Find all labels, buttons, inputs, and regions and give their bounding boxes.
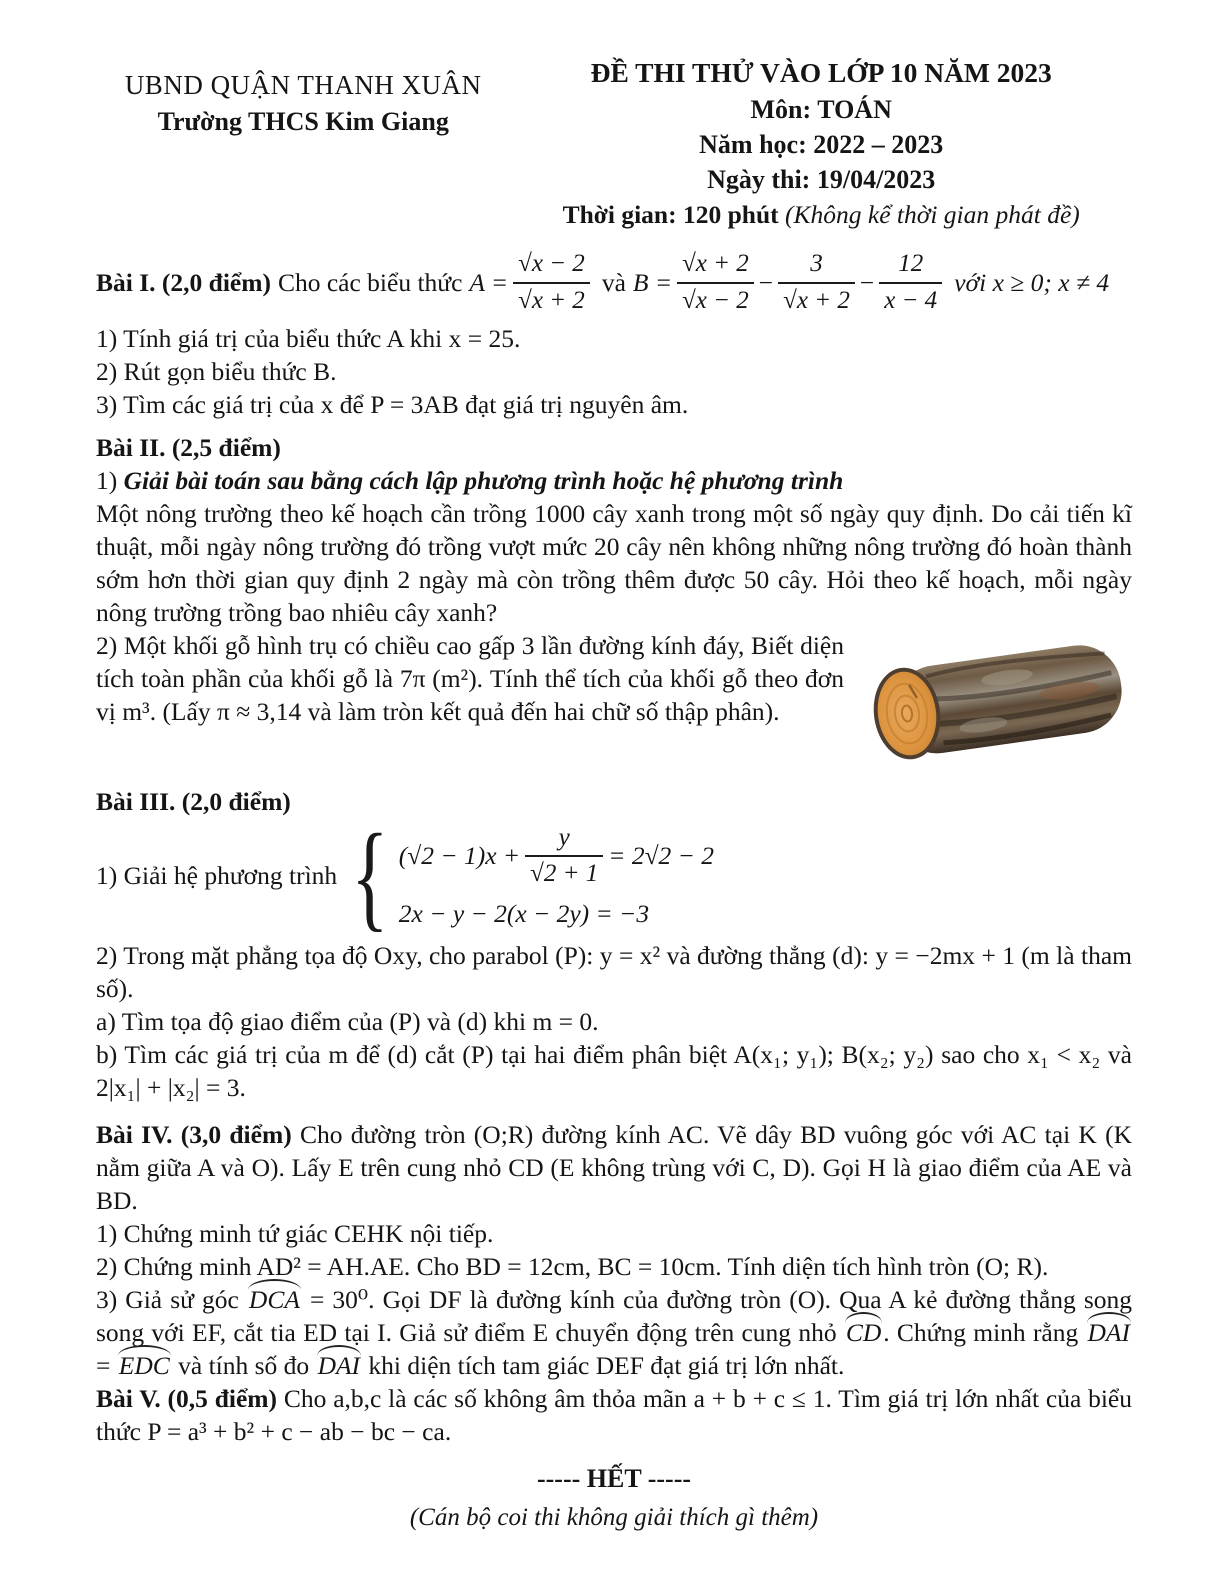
item-3-seg-4: = xyxy=(96,1351,117,1380)
section-5-text: Cho a,b,c là các số không âm thỏa mãn a + b + c ≤ 1. Tìm giá trị lớn nhất của biểu thức P = a³ + b² + c − ab − bc − ca. xyxy=(96,1384,1133,1446)
item-3-seg-5: và tính số đo xyxy=(171,1351,316,1380)
section-3-item-2a: a) Tìm tọa độ giao điểm của (P) và (d) khi m = 0. xyxy=(96,1007,599,1036)
system-lead-text: 1) Giải hệ phương trình xyxy=(96,861,338,891)
school-year-line: Năm học: 2022 – 2023 xyxy=(699,130,944,159)
section-4-item-3 xyxy=(96,1283,1132,1382)
exam-header xyxy=(96,54,1132,232)
section-2-item-2-block xyxy=(96,629,1132,775)
section-5-block xyxy=(96,1382,1132,1448)
section-2-heading: Bài II. (2,5 điểm) xyxy=(96,432,281,462)
item-1-number: 1) xyxy=(96,465,124,495)
subject-line: Môn: TOÁN xyxy=(750,95,892,124)
arc-edc: EDC xyxy=(118,1351,170,1380)
b-operator-1: − xyxy=(758,267,774,297)
section-4-heading: Bài IV. (3,0 điểm) xyxy=(96,1120,292,1149)
b-fraction-3-numerator: 12 xyxy=(879,250,942,284)
wood-log-illustration xyxy=(860,631,1132,769)
system-equation-1 xyxy=(399,824,714,890)
exam-date-line: Ngày thi: 19/04/2023 xyxy=(707,165,936,194)
item-3-seg-2: = 30⁰. Gọi DF là đường kính của đường tròn (O). Qua A kẻ đường thẳng song song với EF, cắt tia ED tại I. Giả sử điểm E chuyển động trên cung nhỏ xyxy=(96,1285,1133,1347)
authority-name: UBND QUẬN THANH XUÂN xyxy=(124,70,482,100)
item-3-seg-3: . Chứng minh rằng xyxy=(883,1318,1086,1347)
section-4-item-1: 1) Chứng minh tứ giác CEHK nội tiếp. xyxy=(96,1219,494,1248)
item-1-title-italic: Giải bài toán sau bằng cách lập phương trình hoặc hệ phương trình xyxy=(123,465,844,495)
exam-title: ĐỀ THI THỬ VÀO LỚP 10 NĂM 2023 xyxy=(590,57,1052,88)
expression-a-denominator: √x + 2 xyxy=(518,286,585,314)
school-name: Trường THCS Kim Giang xyxy=(157,107,449,136)
arc-dai: DAI xyxy=(1087,1318,1130,1347)
arc-cd: CD xyxy=(845,1318,882,1347)
b-fraction-3-denominator: x − 4 xyxy=(884,286,938,314)
section-4-intro xyxy=(96,1118,1132,1217)
section-3-item-2b: b) Tìm các giá trị của m để (d) cắt (P) tại hai điểm phân biệt A(x₁; y₁); B(x₂; y₂) sao cho x₁ < x₂ và 2|x₁| + |x₂| = 3. xyxy=(96,1040,1132,1102)
system-equations xyxy=(399,824,714,930)
b-fraction-1-denominator: √x − 2 xyxy=(682,286,749,314)
section-1-item-3: 3) Tìm các giá trị của x để P = 3AB đạt giá trị nguyên âm. xyxy=(96,389,689,419)
section-1-item-1: 1) Tính giá trị của biểu thức A khi x = 25. xyxy=(96,323,521,353)
arc-angle-dca: DCA xyxy=(248,1285,300,1314)
b-fraction-1-numerator: √x + 2 xyxy=(677,250,754,284)
section-1-heading: Bài I. (2,0 điểm) xyxy=(96,267,271,297)
expression-a-fraction xyxy=(513,250,590,316)
section-5-heading: Bài V. (0,5 điểm) xyxy=(96,1384,278,1413)
arc-dai-2: DAI xyxy=(317,1351,361,1380)
section-2-item-1-body: Một nông trường theo kế hoạch cần trồng 1000 cây xanh trong một số ngày quy định. Do cải tiến kĩ thuật, mỗi ngày nông trường đó trồng vượt mức 20 cây nên không những nông trường đó hoàn thành sớm hơn thời gian quy định 2 ngày mà còn trồng thêm được 50 cây. Hỏi theo kế hoạch, mỗi ngày nông trường trồng bao nhiêu cây xanh? xyxy=(96,498,1132,627)
expression-a-lhs: A = xyxy=(469,267,509,297)
b-fraction-2-denominator: √x + 2 xyxy=(783,286,850,314)
item-3-seg-1: 3) Giả sử góc xyxy=(96,1285,247,1314)
end-of-exam-mark: ----- HẾT ----- xyxy=(536,1464,692,1493)
section-1-item-2: 2) Rút gọn biểu thức B. xyxy=(96,356,337,386)
section-2-item-2-body: 2) Một khối gỗ hình trụ có chiều cao gấp 3 lần đường kính đáy, Biết diện tích toàn phần của khối gỗ là 7π (m²). Tính thể tích của khối gỗ theo đơn vị m³. (Lấy π ≈ 3,14 và làm tròn kết quả đến hai chữ số thập phân). xyxy=(96,630,844,726)
expression-b-fraction-3 xyxy=(879,250,942,316)
expression-b-fraction-1 xyxy=(677,250,754,316)
section-3-item-2: 2) Trong mặt phẳng tọa độ Oxy, cho parabol (P): y = x² và đường thẳng (d): y = −2mx + 1 (m là tham số). xyxy=(96,941,1132,1003)
section-3-heading: Bài III. (2,0 điểm) xyxy=(96,786,291,816)
b-operator-2: − xyxy=(859,267,875,297)
b-fraction-2-numerator: 3 xyxy=(778,250,855,284)
issuing-authority-block xyxy=(96,54,510,232)
section-3-system-row xyxy=(96,809,1132,943)
wood-log-figure xyxy=(860,631,1132,769)
equation-1-denominator: √2 + 1 xyxy=(530,860,599,888)
duration-line xyxy=(510,197,1132,232)
system-brace: { xyxy=(351,809,389,943)
duration-bold: Thời gian: 120 phút xyxy=(562,200,779,229)
section-1-intro-text: Cho các biểu thức xyxy=(277,267,463,297)
expression-a-numerator: √x − 2 xyxy=(513,250,590,284)
duration-italic: (Không kể thời gian phát đề) xyxy=(778,200,1080,229)
connector-va: và xyxy=(601,267,626,297)
expression-b-fraction-2 xyxy=(778,250,855,316)
equation-1-left: (√2 − 1)x + xyxy=(398,841,521,871)
proctor-note: (Cán bộ coi thi không giải thích gì thêm) xyxy=(409,1504,819,1531)
exam-title-block xyxy=(510,54,1132,232)
system-equation-2: 2x − y − 2(x − 2y) = −3 xyxy=(398,899,650,928)
section-4-intro-text: Cho đường tròn (O;R) đường kính AC. Vẽ dây BD vuông góc với AC tại K (K nằm giữa A và O). Lấy E trên cung nhỏ CD (E không trùng với C, D). Gọi H là giao điểm của AE và BD. xyxy=(96,1120,1132,1215)
section-1-intro-row xyxy=(96,250,1132,316)
item-3-seg-6: khi diện tích tam giác DEF đạt giá trị lớn nhất. xyxy=(362,1351,845,1380)
equation-1-numerator: y xyxy=(525,824,603,858)
domain-condition: với x ≥ 0; x ≠ 4 xyxy=(954,267,1110,297)
equation-1-right: = 2√2 − 2 xyxy=(608,841,715,871)
section-2-item-1-title xyxy=(96,464,1132,497)
equation-1-fraction xyxy=(525,824,603,890)
section-4-item-2: 2) Chứng minh AD² = AH.AE. Cho BD = 12cm, BC = 10cm. Tính diện tích hình tròn (O; R). xyxy=(96,1252,1049,1281)
expression-b-lhs: B = xyxy=(632,267,673,297)
